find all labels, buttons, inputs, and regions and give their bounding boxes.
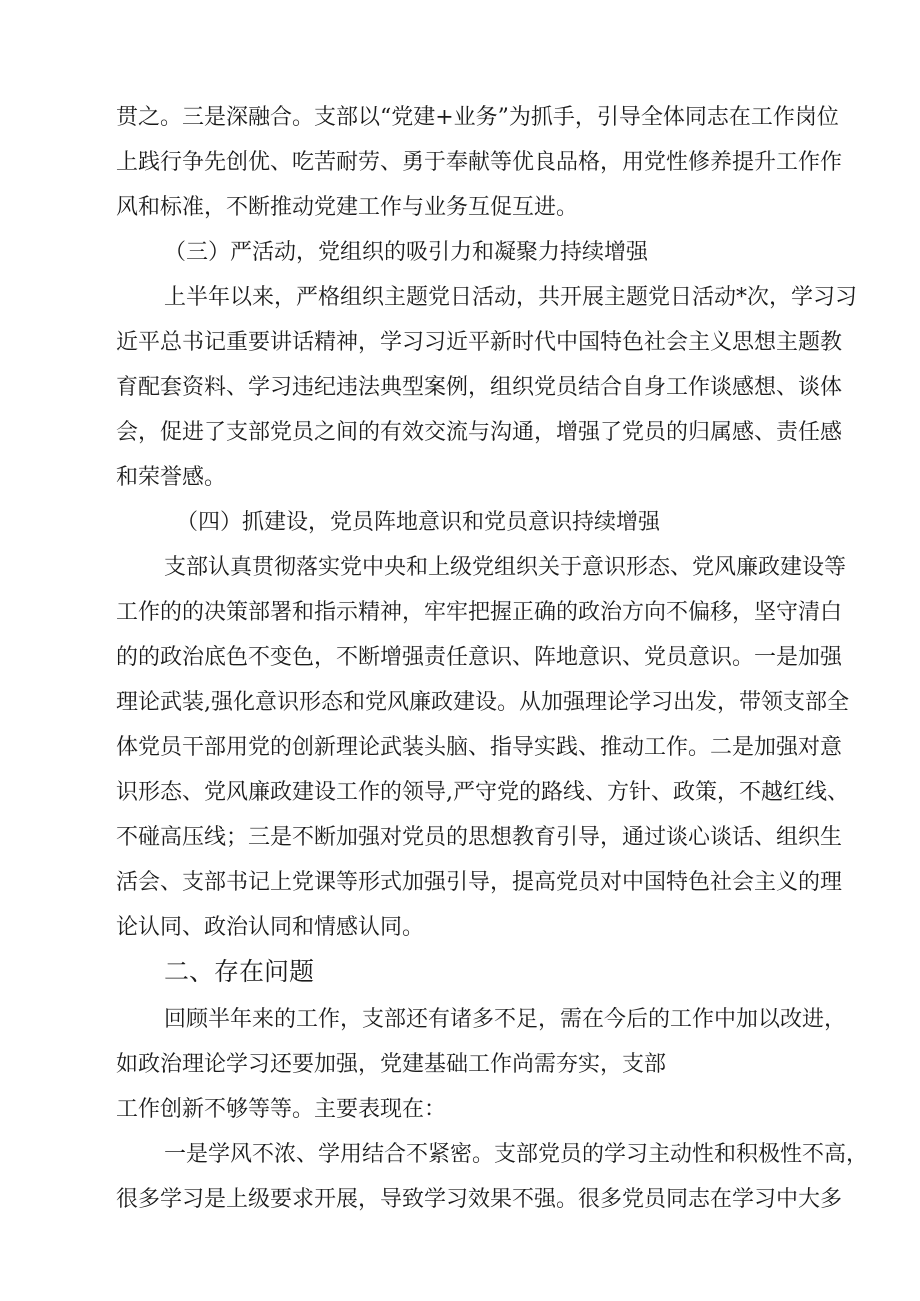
paragraph-line: 论认同、政治认同和情感认同。 — [116, 915, 425, 940]
paragraph-line: 如政治理论学习还要加强，党建基础工作尚需夯实，支部 — [116, 1052, 667, 1077]
section-heading-problems: 二、存在问题 — [164, 957, 315, 986]
paragraph-line: 上践行争先创优、吃苦耐劳、勇于奉献等优良品格，用党性修养提升工作作 — [116, 150, 843, 175]
paragraph-line: 活会、支部书记上党课等形式加强引导，提高党员对中国特色社会主义的理 — [116, 870, 843, 895]
paragraph-line: 支部认真贯彻落实党中央和上级党组织关于意识形态、党风廉政建设等 — [164, 555, 847, 580]
paragraph-line: 工作的的决策部署和指示精神，牢牢把握正确的政治方向不偏移，坚守清白 — [116, 600, 843, 625]
paragraph-line: 回顾半年来的工作，支部还有诸多不足，需在今后的工作中加以改进， — [164, 1007, 847, 1032]
paragraph-line: 会，促进了支部党员之间的有效交流与沟通，增强了党员的归属感、责任感 — [116, 420, 843, 445]
paragraph-line: 近平总书记重要讲话精神，学习习近平新时代中国特色社会主义思想主题教 — [116, 330, 843, 355]
paragraph-line: 贯之。三是深融合。支部以“党建+业务”为抓手，引导全体同志在工作岗位 — [116, 105, 839, 130]
paragraph-line: 体党员干部用党的创新理论武装头脑、指导实践、推动工作。二是加强对意 — [116, 735, 843, 760]
paragraph-line: 不碰高压线；三是不断加强对党员的思想教育引导，通过谈心谈话、组织生 — [116, 825, 843, 850]
paragraph-line: 的的政治底色不变色，不断增强责任意识、阵地意识、党员意识。一是加强 — [116, 645, 843, 670]
subheading-activities: （三）严活动，党组织的吸引力和凝聚力持续增强 — [164, 240, 649, 265]
paragraph-line: 风和标准，不断推动党建工作与业务互促互进。 — [116, 195, 579, 220]
paragraph-line: 一是学风不浓、学用结合不紧密。支部党员的学习主动性和积极性不高， — [164, 1142, 869, 1167]
subheading-construction: （四）抓建设，党员阵地意识和党员意识持续增强 — [176, 510, 661, 535]
paragraph-line: 工作创新不够等等。主要表现在： — [116, 1097, 447, 1122]
paragraph-line: 育配套资料、学习违纪违法典型案例，组织党员结合自身工作谈感想、谈体 — [116, 375, 843, 400]
paragraph-line: 上半年以来，严格组织主题党日活动，共开展主题党日活动*次，学习习 — [164, 285, 858, 310]
paragraph-line: 和荣誉感。 — [116, 465, 227, 490]
paragraph-line: 很多学习是上级要求开展，导致学习效果不强。很多党员同志在学习中大多 — [116, 1187, 843, 1212]
paragraph-line: 理论武装,强化意识形态和党风廉政建设。从加强理论学习出发，带领支部全 — [116, 690, 849, 715]
paragraph-line: 识形态、党风廉政建设工作的领导,严守党的路线、方针、政策，不越红线、 — [116, 780, 849, 805]
